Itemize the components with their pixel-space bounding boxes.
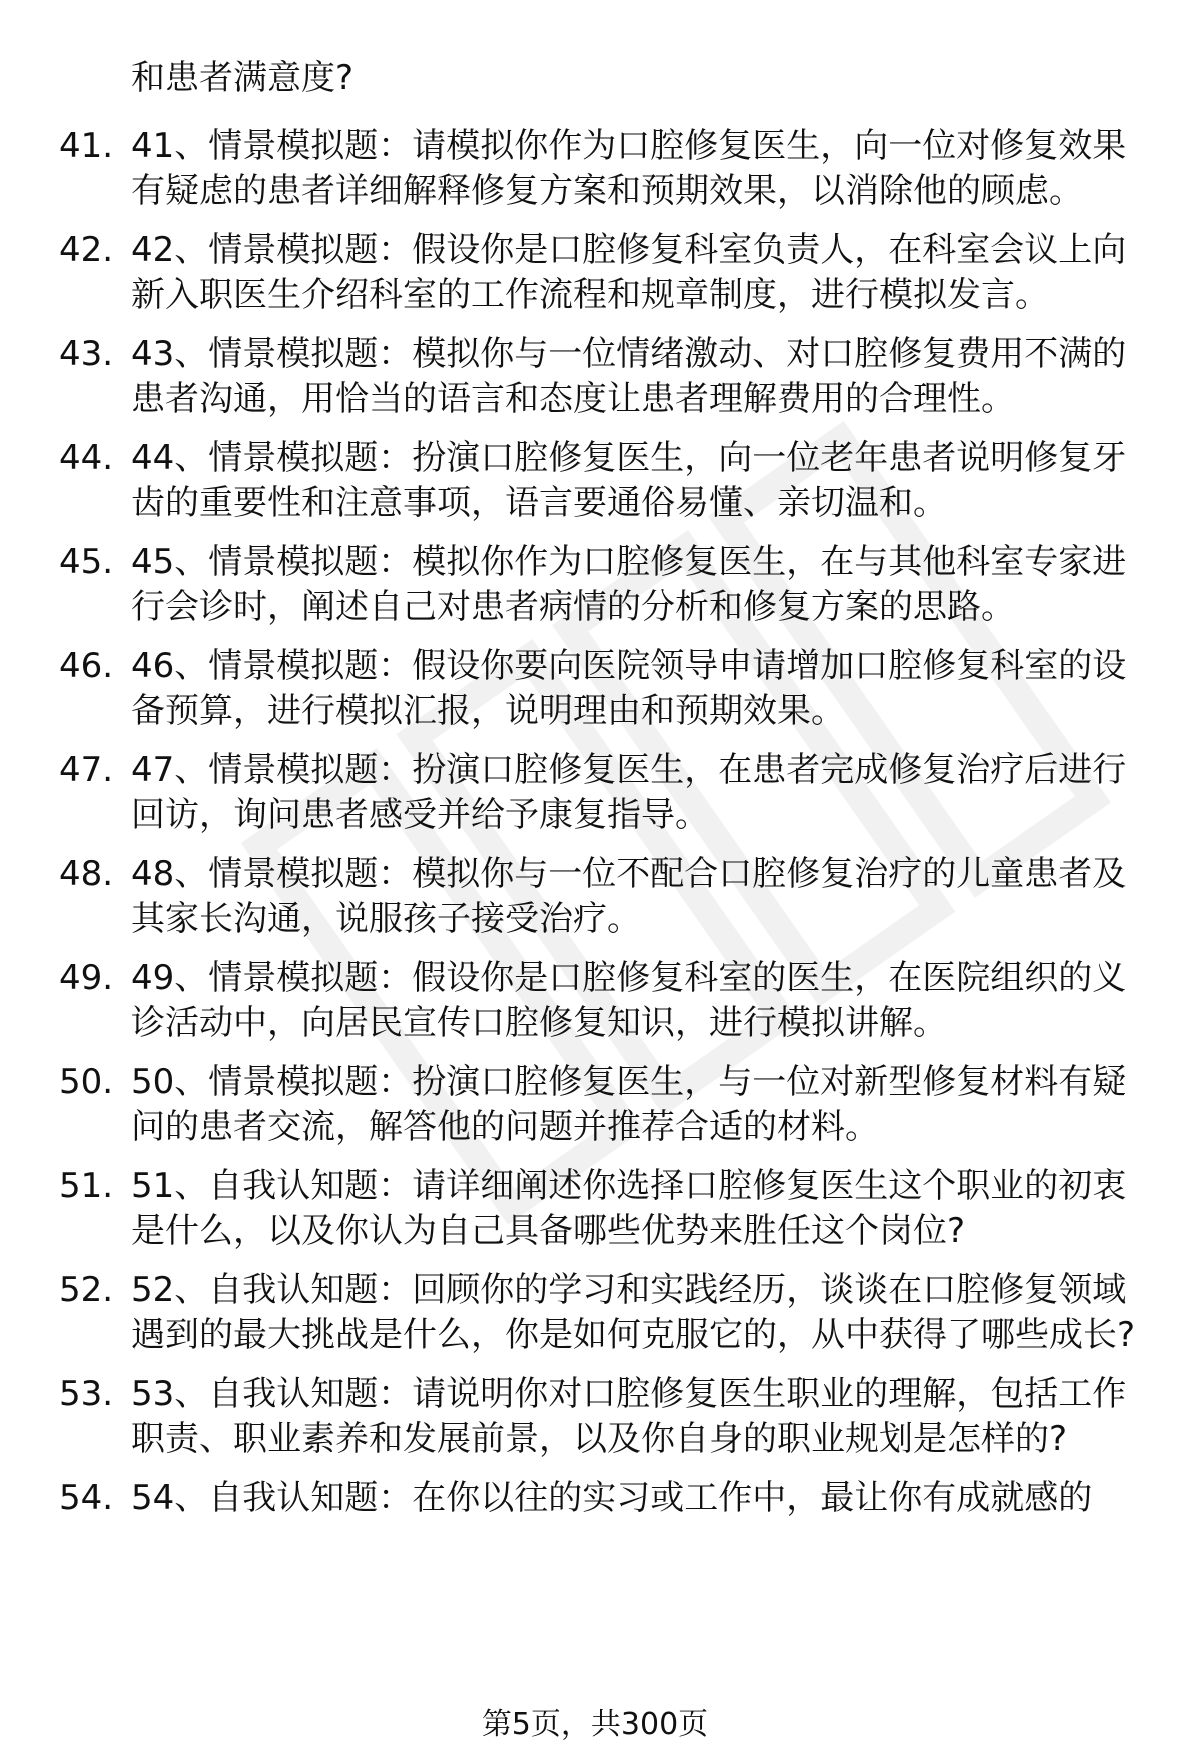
question-number: 49.	[59, 958, 114, 998]
question-text: 46、情景模拟题：假设你要向医院领导申请增加口腔修复科室的设备预算，进行模拟汇报，说明理由和预期效果。	[131, 646, 1127, 731]
question-item	[0, 228, 1190, 318]
question-text: 48、情景模拟题：模拟你与一位不配合口腔修复治疗的儿童患者及其家长沟通，说服孩子接受治疗。	[131, 854, 1127, 939]
question-number: 54.	[59, 1478, 114, 1518]
question-text: 49、情景模拟题：假设你是口腔修复科室的医生，在医院组织的义诊活动中，向居民宣传口腔修复知识，进行模拟讲解。	[131, 958, 1127, 1043]
question-item	[0, 852, 1190, 942]
question-item	[0, 124, 1190, 214]
question-text: 43、情景模拟题：模拟你与一位情绪激动、对口腔修复费用不满的患者沟通，用恰当的语言和态度让患者理解费用的合理性。	[131, 334, 1127, 419]
question-text: 41、情景模拟题：请模拟你作为口腔修复医生，向一位对修复效果有疑虑的患者详细解释修复方案和预期效果，以消除他的顾虑。	[131, 126, 1127, 211]
question-number: 42.	[59, 230, 114, 270]
question-number: 46.	[59, 646, 114, 686]
question-item	[0, 1060, 1190, 1150]
page-footer	[0, 1705, 1190, 1745]
question-item	[0, 540, 1190, 630]
question-number: 45.	[59, 542, 114, 582]
question-number: 48.	[59, 854, 114, 894]
question-text: 51、自我认知题：请详细阐述你选择口腔修复医生这个职业的初衷是什么，以及你认为自己具备哪些优势来胜任这个岗位?	[131, 1166, 1127, 1251]
question-item	[0, 332, 1190, 422]
question-item	[0, 436, 1190, 526]
question-item	[0, 1268, 1190, 1358]
question-number: 41.	[59, 126, 114, 166]
question-text: 47、情景模拟题：扮演口腔修复医生，在患者完成修复治疗后进行回访，询问患者感受并给予康复指导。	[131, 750, 1127, 835]
question-number: 51.	[59, 1166, 114, 1206]
question-number: 50.	[59, 1062, 114, 1102]
question-text: 50、情景模拟题：扮演口腔修复医生，与一位对新型修复材料有疑问的患者交流，解答他的问题并推荐合适的材料。	[131, 1062, 1127, 1147]
question-number: 47.	[59, 750, 114, 790]
question-text: 54、自我认知题：在你以往的实习或工作中，最让你有成就感的	[131, 1478, 1093, 1518]
question-item	[0, 1476, 1190, 1521]
question-number: 52.	[59, 1270, 114, 1310]
question-item	[0, 644, 1190, 734]
question-number: 44.	[59, 438, 114, 478]
question-item	[0, 1372, 1190, 1462]
question-number: 43.	[59, 334, 114, 374]
question-item	[0, 1164, 1190, 1254]
page-number-label: 第5页，共300页	[481, 1707, 709, 1742]
question-text: 53、自我认知题：请说明你对口腔修复医生职业的理解，包括工作职责、职业素养和发展前景，以及你自身的职业规划是怎样的?	[131, 1374, 1127, 1459]
question-text: 44、情景模拟题：扮演口腔修复医生，向一位老年患者说明修复牙齿的重要性和注意事项，语言要通俗易懂、亲切温和。	[131, 438, 1127, 523]
question-item	[0, 748, 1190, 838]
question-item	[0, 956, 1190, 1046]
question-number: 53.	[59, 1374, 114, 1414]
question-text: 52、自我认知题：回顾你的学习和实践经历，谈谈在口腔修复领域遇到的最大挑战是什么，你是如何克服它的，从中获得了哪些成长?	[131, 1270, 1136, 1355]
question-text: 45、情景模拟题：模拟你作为口腔修复医生，在与其他科室专家进行会诊时，阐述自己对患者病情的分析和修复方案的思路。	[131, 542, 1127, 627]
continuation-text: 和患者满意度?	[131, 58, 354, 98]
question-text: 42、情景模拟题：假设你是口腔修复科室负责人，在科室会议上向新入职医生介绍科室的工作流程和规章制度，进行模拟发言。	[131, 230, 1127, 315]
question-list	[0, 124, 1190, 1535]
